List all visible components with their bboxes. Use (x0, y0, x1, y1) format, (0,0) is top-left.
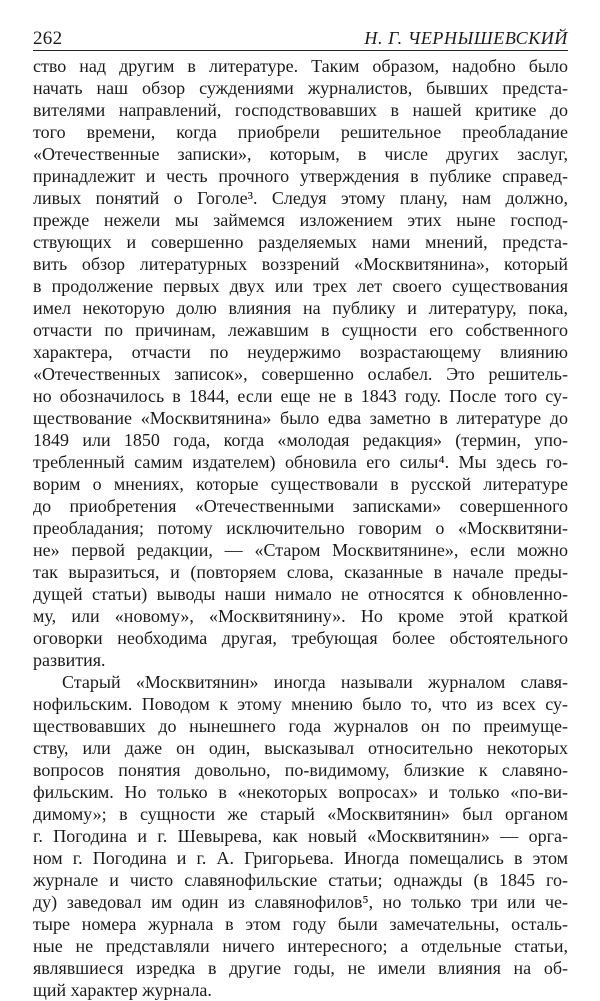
text-line: ливых понятий о Гоголе³. Следуя этому плану, нам должно, (33, 188, 568, 208)
paragraph-2 (33, 671, 568, 1001)
text-line: вить обзор литературных воззрений «Москвитянина», который (33, 254, 568, 274)
running-head (33, 26, 568, 51)
paragraph-1 (33, 55, 568, 671)
text-line: прежде нежели мы займемся изложением этих ныне господ- (33, 210, 568, 230)
text-line: ществование «Москвитянина» было едва заметно в литературе до (33, 408, 568, 428)
text-line: не» первой редакции, — «Старом Москвитянине», если можно (33, 540, 568, 560)
text-line: 1849 или 1850 года, когда «молодая редакция» (термин, упо- (33, 430, 568, 450)
text-line: вителями направлений, господствовавших в нашей критике до (33, 100, 568, 120)
text-line: в продолжение первых двух или трех лет своего существования (33, 276, 568, 296)
text-line: тыре номера журнала в этом году были замечательны, осталь- (33, 914, 568, 934)
text-line: отчасти по причинам, лежавшим в сущности его собственного (33, 320, 568, 340)
text-line: требленный самим издателем) обновила его силы⁴. Мы здесь го- (33, 452, 568, 472)
text-line: ществовавших до нынешнего года журналов он по преимуще- (33, 716, 568, 736)
text-line: ду) заведовал им один из славянофилов⁵, но только три или че- (33, 892, 568, 912)
text-line: развития. (33, 650, 106, 670)
text-line: «Отечественных записок», совершенно ослабел. Это решитель- (33, 364, 568, 384)
text-line: начать наш обзор суждениями журналистов, бывших предста- (33, 78, 568, 98)
text-line: «Отечественные записки», которым, в числе других заслуг, (33, 144, 568, 164)
text-line: вопросов понятия довольно, по-видимому, близкие к славяно- (33, 760, 568, 780)
text-line: преобладания; потому исключительно говорим о «Москвитяни- (33, 518, 568, 538)
text-line: но обозначилось в 1844, если еще не в 1843 году. После того су- (33, 386, 568, 406)
text-line: ствующих и совершенно разделяемых нами мнений, предста- (33, 232, 568, 252)
text-line: до приобретения «Отечественными записками» совершенного (33, 496, 568, 516)
text-line: нофильским. Поводом к этому мнению было то, что из всех су- (33, 694, 568, 714)
text-line: ворим о мнениях, которые существовали в русской литературе (33, 474, 568, 494)
text-line: щий характер журнала. (33, 980, 212, 1000)
text-line: оговорки необходима другая, требующая более обстоятельного (33, 628, 568, 648)
text-line: ству, или даже он один, высказывал относительно некоторых (33, 738, 568, 758)
book-page (33, 26, 568, 1001)
page-number: 262 (33, 28, 63, 49)
text-line: так выразиться, и (повторяем слова, сказанные в начале преды- (33, 562, 568, 582)
running-title: Н. Г. ЧЕРНЫШЕВСКИЙ (364, 28, 568, 48)
text-line: фильским. Но только в «некоторых вопросах» и только «по-ви- (33, 782, 568, 802)
text-line: ные не представляли ничего интересного; а отдельные статьи, (33, 936, 568, 956)
text-line: характера, отчасти по неудержимо возрастающему влиянию (33, 342, 568, 362)
text-line: принадлежит и честь прочного утверждения в публике справед- (33, 166, 568, 186)
text-line: дущей статьи) выводы наши нимало не относятся к обновленно- (33, 584, 568, 604)
text-line: ство над другим в литературе. Таким образом, надобно было (33, 56, 568, 76)
text-line: имел некоторую долю влияния на публику и литературу, пока, (33, 298, 568, 318)
text-line: того времени, когда приобрели решительное преобладание (33, 122, 568, 142)
body-text (33, 55, 568, 1001)
text-line: димому»; в сущности же старый «Москвитянин» был органом (33, 804, 568, 824)
text-line: му, или «новому», «Москвитянину». Но кроме этой краткой (33, 606, 568, 626)
text-line: ном г. Погодина и г. А. Григорьева. Иногда помещались в этом (33, 848, 568, 868)
text-line: являвшиеся изредка в другие годы, не имели влияния на об- (33, 958, 568, 978)
text-line: журнале и чисто славянофильские статьи; однажды (в 1845 го- (33, 870, 568, 890)
text-line: г. Погодина и г. Шевырева, как новый «Москвитянин» — орга- (33, 826, 568, 846)
text-line: Старый «Москвитянин» иногда называли журналом славя- (62, 672, 568, 692)
